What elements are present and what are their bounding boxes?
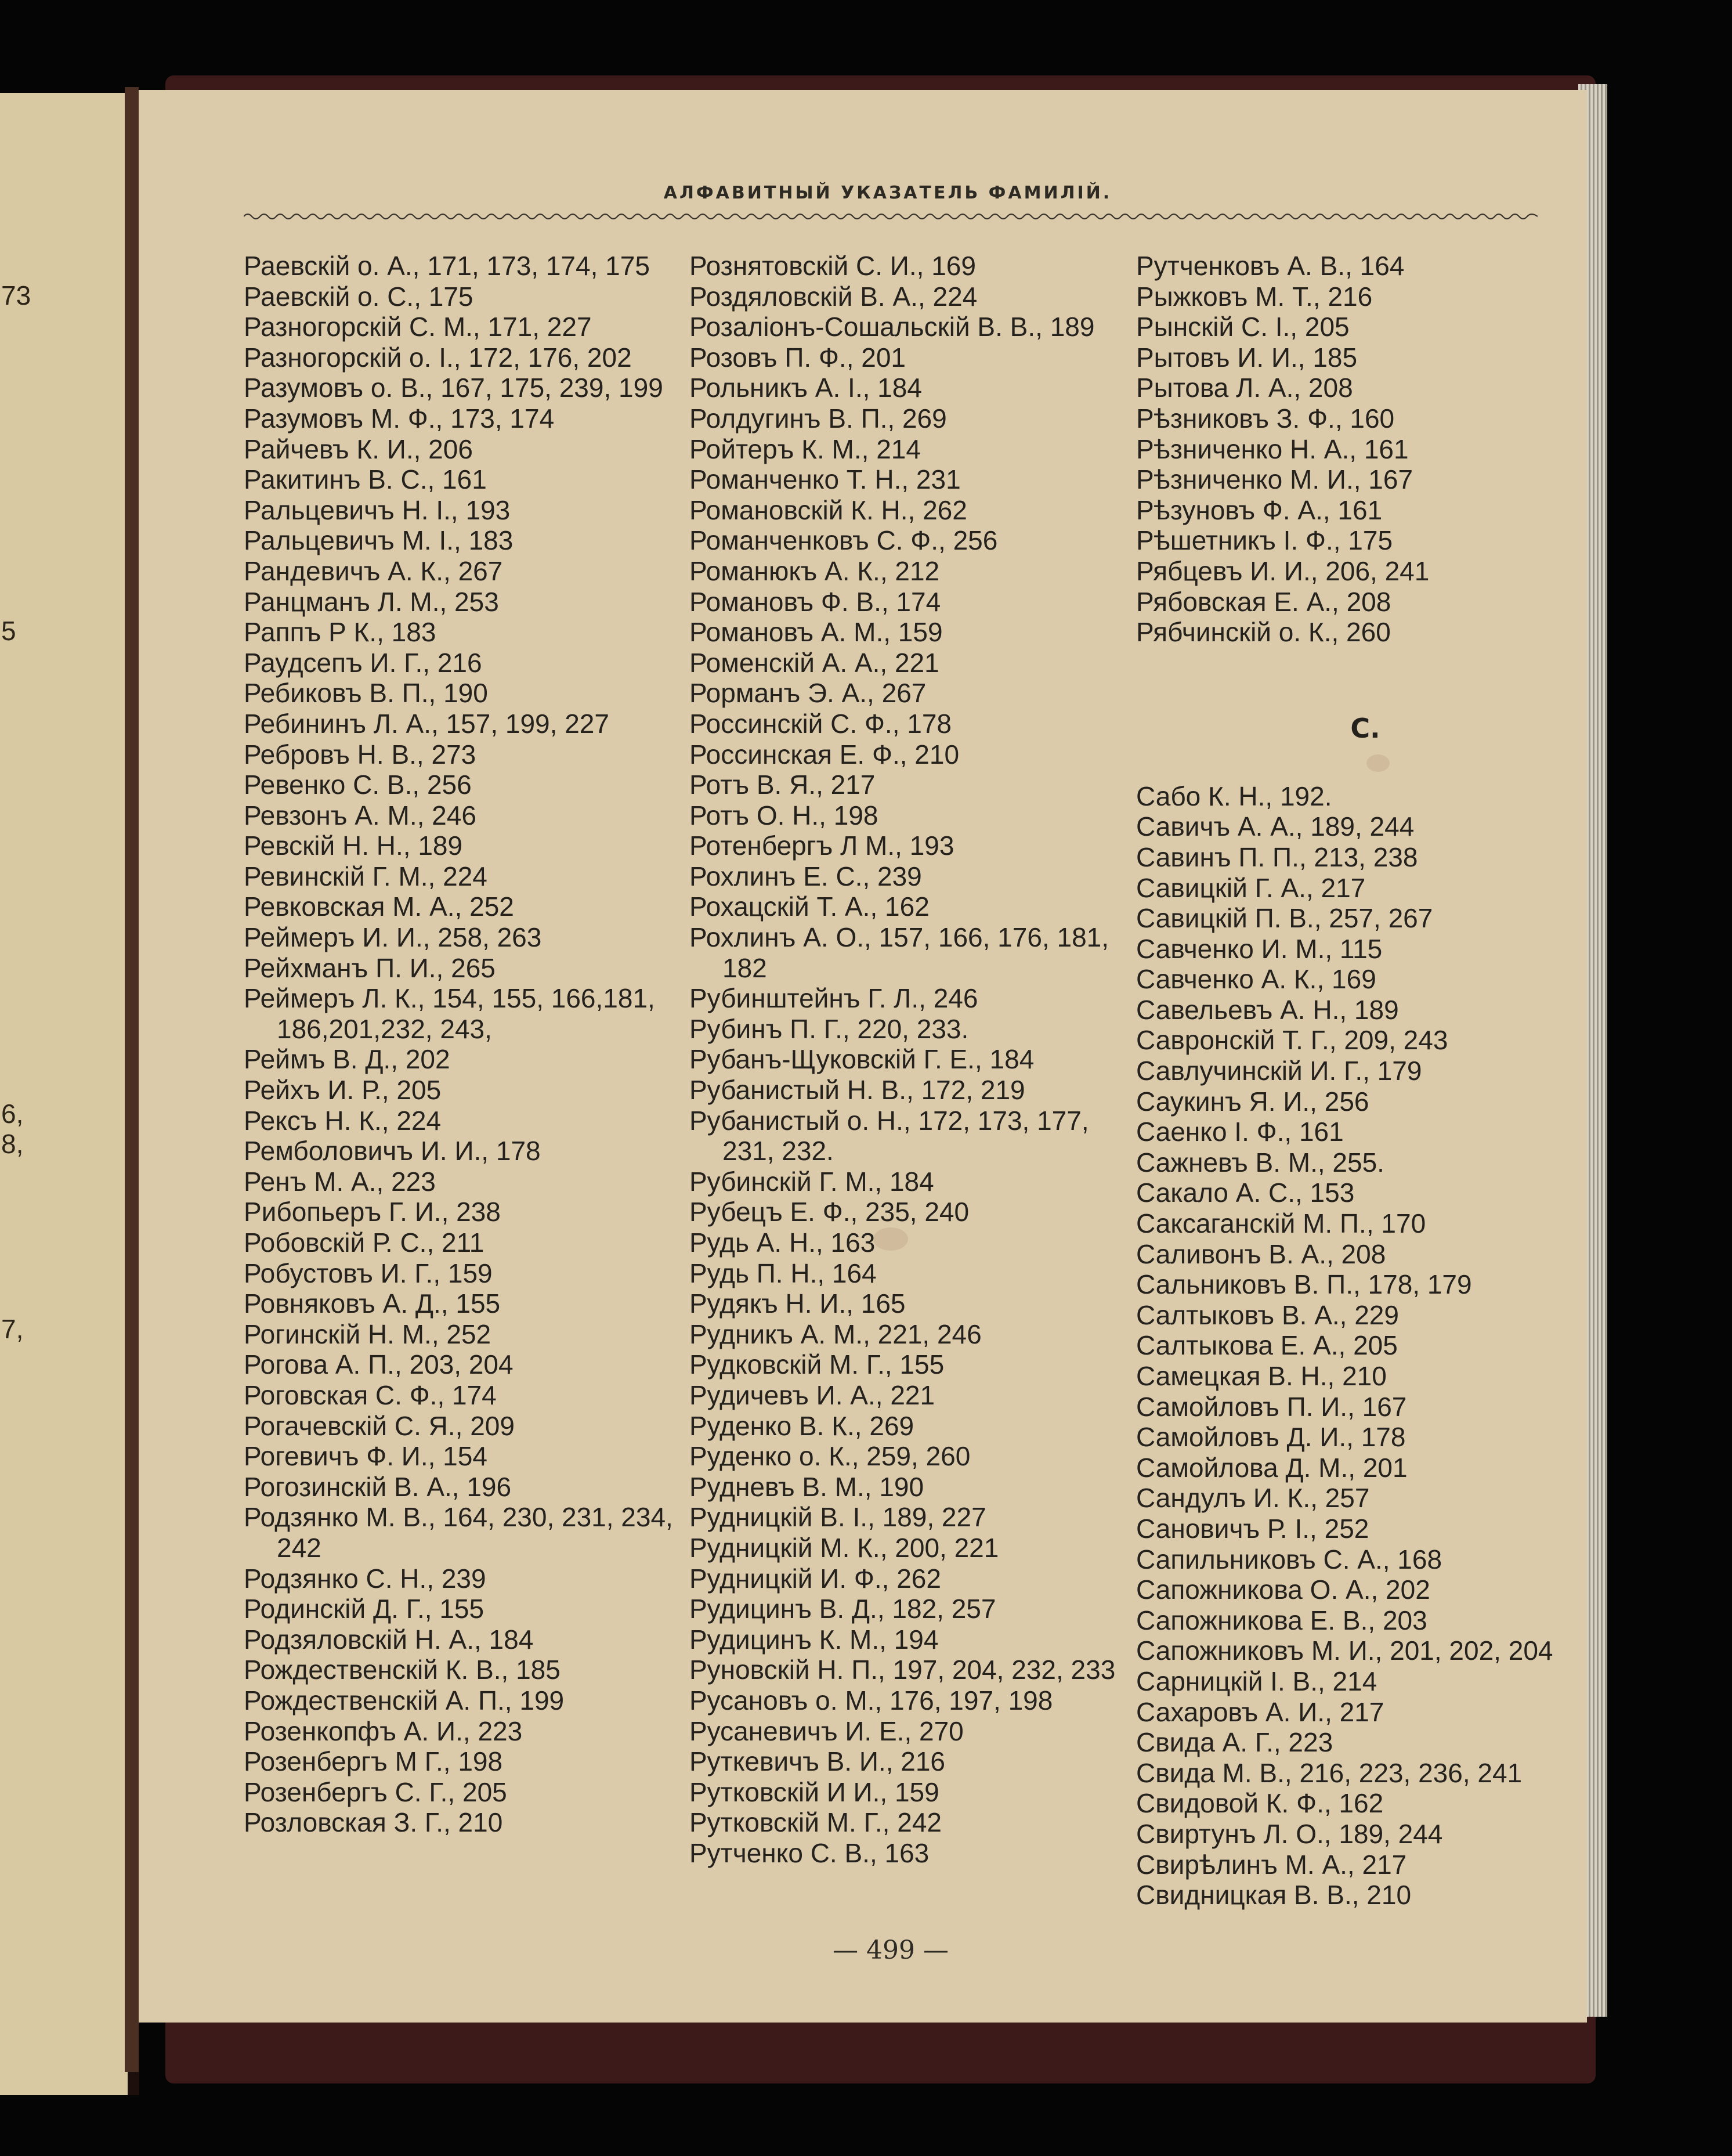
index-entry: Розловская З. Г., 210 xyxy=(244,1807,503,1838)
index-entry: Розенкопфъ А. И., 223 xyxy=(244,1716,523,1746)
index-entry: Рейхъ И. Р., 205 xyxy=(244,1075,442,1106)
index-entry: Рубанъ-Щуковскій Г. Е., 184 xyxy=(689,1044,1035,1075)
index-entry: Савченко И. М., 115 xyxy=(1136,933,1383,964)
index-entry: Рутковскій И И., 159 xyxy=(689,1776,939,1807)
index-entry: Савинъ П. П., 213, 238 xyxy=(1136,842,1418,872)
index-entry: Романюкъ А. К., 212 xyxy=(689,555,940,586)
index-entry: Свида М. В., 216, 223, 236, 241 xyxy=(1136,1757,1523,1788)
index-entry: Сарницкій I. В., 214 xyxy=(1136,1666,1377,1696)
index-entry: Рогова А. П., 203, 204 xyxy=(244,1349,514,1380)
index-entry: Ревковская М. А., 252 xyxy=(244,891,514,922)
index-entry: Савичъ А. А., 189, 244 xyxy=(1136,811,1415,842)
page-binding xyxy=(125,87,139,2072)
index-entry: Ребиковъ В. П., 190 xyxy=(244,678,488,709)
index-entry: Рѣзниченко Н. А., 161 xyxy=(1136,434,1409,464)
index-entry: Ревскій Н. Н., 189 xyxy=(244,830,463,861)
index-entry: Рудякъ Н. И., 165 xyxy=(689,1288,906,1319)
index-entry: Роздяловскій В. А., 224 xyxy=(689,281,978,312)
index-entry: Робустовъ И. Г., 159 xyxy=(244,1258,493,1288)
index-entry: Романченковъ С. Ф., 256 xyxy=(689,525,998,556)
index-entry: Рохлинъ А. О., 157, 166, 176, 181, 182 xyxy=(689,922,1109,983)
index-entry: Родзянко С. Н., 239 xyxy=(244,1563,486,1594)
index-entry: Рѣшетникъ I. Ф., 175 xyxy=(1136,525,1393,556)
index-entry: Руденко о. К., 259, 260 xyxy=(689,1441,971,1472)
index-entry: Россинская Е. Ф., 210 xyxy=(689,739,960,770)
index-entry: Рябовская Е. А., 208 xyxy=(1136,586,1391,617)
index-column-2 xyxy=(689,251,1148,1868)
index-entry: Русаневичъ И. Е., 270 xyxy=(689,1716,964,1746)
prev-page-fragment: 5 xyxy=(1,616,16,646)
index-entry: Рознятовскій С. И., 169 xyxy=(689,251,976,281)
index-entry: Самойлова Д. М., 201 xyxy=(1136,1452,1408,1483)
index-entry: Розенбергъ М Г., 198 xyxy=(244,1746,503,1777)
index-entry: Саукинъ Я. И., 256 xyxy=(1136,1086,1369,1117)
index-entry: Руновскій Н. П., 197, 204, 232, 233 xyxy=(689,1655,1116,1685)
index-entry: Реймъ В. Д., 202 xyxy=(244,1044,450,1075)
index-entry: Свирѣлинъ М. А., 217 xyxy=(1136,1849,1407,1880)
section-letter: С. xyxy=(1350,712,1380,744)
index-entry: Сабо К. Н., 192. xyxy=(1136,781,1332,811)
index-entry: Свиртунъ Л. О., 189, 244 xyxy=(1136,1818,1443,1849)
index-entry: Ревзонъ А. М., 246 xyxy=(244,800,476,830)
index-entry: Родинскій Д. Г., 155 xyxy=(244,1594,484,1624)
index-entry: Ребровъ Н. В., 273 xyxy=(244,739,476,770)
index-entry: Рудковскій М. Г., 155 xyxy=(689,1349,945,1380)
index-entry: Родзянко М. В., 164, 230, 231, 234, 242 xyxy=(244,1502,673,1563)
index-entry: Рибопьеръ Г. И., 238 xyxy=(244,1197,501,1227)
index-entry: Робовскій Р. С., 211 xyxy=(244,1227,484,1258)
index-entry: Рогевичъ Ф. И., 154 xyxy=(244,1441,487,1472)
index-entry: Сановичъ Р. I., 252 xyxy=(1136,1513,1369,1544)
index-entry: Рольникъ А. I., 184 xyxy=(689,373,922,403)
index-entry: Рубинскій Г. М., 184 xyxy=(689,1166,934,1197)
index-entry: Салтыкова Е. А., 205 xyxy=(1136,1330,1398,1361)
index-entry: Сапожникова О. А., 202 xyxy=(1136,1574,1430,1605)
index-entry: Разногорскій С. М., 171, 227 xyxy=(244,312,592,342)
index-entry: Рытова Л. А., 208 xyxy=(1136,373,1353,403)
index-entry: Разумовъ М. Ф., 173, 174 xyxy=(244,403,555,434)
index-entry: Ребининъ Л. А., 157, 199, 227 xyxy=(244,708,609,739)
index-entry: Свидницкая В. В., 210 xyxy=(1136,1880,1412,1911)
index-entry: Рябчинскій о. К., 260 xyxy=(1136,617,1391,648)
index-entry: Ренъ М. А., 223 xyxy=(244,1166,436,1197)
index-entry: Свида А. Г., 223 xyxy=(1136,1727,1333,1758)
index-entry: Рождественскій К. В., 185 xyxy=(244,1655,561,1685)
index-entry: Рогинскій Н. М., 252 xyxy=(244,1319,491,1349)
index-entry: Реймеръ И. И., 258, 263 xyxy=(244,922,542,953)
index-entry: Рѣзуновъ Ф. А., 161 xyxy=(1136,494,1383,525)
index-entry: Ральцевичъ Н. I., 193 xyxy=(244,494,511,525)
index-entry: Рутченковъ А. В., 164 xyxy=(1136,251,1405,281)
index-entry: Рудницкій В. I., 189, 227 xyxy=(689,1502,986,1533)
index-entry: Сажневъ В. М., 255. xyxy=(1136,1147,1384,1178)
index-entry: Ровняковъ А. Д., 155 xyxy=(244,1288,501,1319)
index-entry: Раудсепъ И. Г., 216 xyxy=(244,647,482,678)
index-entry: Россинскій С. Ф., 178 xyxy=(689,708,952,739)
index-entry: Рогачевскій С. Я., 209 xyxy=(244,1410,515,1441)
index-column-3 xyxy=(1136,251,1594,1911)
index-entry: Ремболовичъ И. И., 178 xyxy=(244,1136,541,1167)
index-entry: Романовъ Ф. В., 174 xyxy=(689,586,941,617)
index-entry: Рандевичъ А. К., 267 xyxy=(244,555,503,586)
prev-page-fragment: 6, xyxy=(1,1099,24,1129)
prev-page-fragment: 7, xyxy=(1,1314,24,1344)
index-entry: Савлучинскій И. Г., 179 xyxy=(1136,1056,1422,1086)
index-entry: Рудникъ А. М., 221, 246 xyxy=(689,1319,982,1349)
index-entry: Романченко Т. Н., 231 xyxy=(689,464,961,495)
index-entry: Ральцевичъ М. I., 183 xyxy=(244,525,514,556)
index-entry: Роменскій А. А., 221 xyxy=(689,647,939,678)
index-entry: Розовъ П. Ф., 201 xyxy=(689,342,906,373)
index-entry: Сапильниковъ С. А., 168 xyxy=(1136,1544,1442,1574)
prev-page-fragment: 8, xyxy=(1,1129,24,1159)
index-entry: Рудь П. Н., 164 xyxy=(689,1258,877,1288)
index-entry: Сахаровъ А. И., 217 xyxy=(1136,1696,1384,1727)
index-entry: Рексъ Н. К., 224 xyxy=(244,1105,442,1136)
index-entry: Ревенко С. В., 256 xyxy=(244,770,472,800)
index-entry: Руткевичъ В. И., 216 xyxy=(689,1746,945,1777)
index-entry: Рохацскій Т. А., 162 xyxy=(689,891,930,922)
index-entry: Самойловъ Д. И., 178 xyxy=(1136,1422,1406,1453)
index-entry: Рубинштейнъ Г. Л., 246 xyxy=(689,983,978,1014)
index-entry: Рынскій С. I., 205 xyxy=(1136,312,1350,342)
index-entry: Раевскій о. С., 175 xyxy=(244,281,473,312)
prev-page-fragment: 73 xyxy=(1,280,31,310)
index-entry: Сальниковъ В. П., 178, 179 xyxy=(1136,1269,1472,1300)
index-entry: Саксаганскій М. П., 170 xyxy=(1136,1208,1426,1239)
index-entry: Рождественскій А. П., 199 xyxy=(244,1685,565,1716)
index-entry: Родзяловскій Н. А., 184 xyxy=(244,1624,534,1655)
index-entry: Сапожникова Е. В., 203 xyxy=(1136,1605,1427,1635)
page-number: — 499 — xyxy=(833,1935,949,1965)
index-entry: Ройтеръ К. М., 214 xyxy=(689,434,921,464)
index-entry: Рорманъ Э. А., 267 xyxy=(689,678,927,709)
index-entry: Ревинскій Г. М., 224 xyxy=(244,861,487,891)
index-entry: Русановъ о. М., 176, 197, 198 xyxy=(689,1685,1053,1716)
index-entry: Рудичевъ И. А., 221 xyxy=(689,1379,935,1410)
index-entry: Рытовъ И. И., 185 xyxy=(1136,342,1358,373)
index-entry: Раппъ Р К., 183 xyxy=(244,617,436,648)
index-entry: Рябцевъ И. И., 206, 241 xyxy=(1136,555,1430,586)
index-entry: Савицкій Г. А., 217 xyxy=(1136,872,1366,903)
index-entry: Рутковскій М. Г., 242 xyxy=(689,1807,942,1838)
index-entry: Рубанистый о. Н., 172, 173, 177, 231, 232. xyxy=(689,1105,1089,1167)
index-entry: Рудь А. Н., 163 xyxy=(689,1227,876,1258)
index-entry: Разногорскій о. I., 172, 176, 202 xyxy=(244,342,632,373)
index-entry: Савельевъ А. Н., 189 xyxy=(1136,994,1399,1025)
index-entry: Сакало А. С., 153 xyxy=(1136,1178,1355,1208)
index-entry: Рохлинъ Е. С., 239 xyxy=(689,861,922,891)
index-entry: Рудницкій М. К., 200, 221 xyxy=(689,1532,999,1563)
index-entry: Рыжковъ М. Т., 216 xyxy=(1136,281,1373,312)
index-entry: Райчевъ К. И., 206 xyxy=(244,434,473,464)
index-entry: Рейхманъ П. И., 265 xyxy=(244,952,496,983)
index-entry: Салтыковъ В. А., 229 xyxy=(1136,1299,1399,1330)
index-entry: Рубинъ П. Г., 220, 233. xyxy=(689,1013,969,1044)
index-entry: Саенко I. Ф., 161 xyxy=(1136,1117,1344,1147)
index-entry: Романовскій К. Н., 262 xyxy=(689,494,967,525)
index-entry: Ролдугинъ В. П., 269 xyxy=(689,403,947,434)
index-entry: Разумовъ о. В., 167, 175, 239, 199 xyxy=(244,373,663,403)
index-entry: Ракитинъ В. С., 161 xyxy=(244,464,487,495)
index-entry: Руденко В. К., 269 xyxy=(689,1410,914,1441)
index-entry: Раевскій о. А., 171, 173, 174, 175 xyxy=(244,251,650,281)
index-entry: Сапожниковъ М. И., 201, 202, 204 xyxy=(1136,1635,1553,1666)
index-entry: Рутченко С. В., 163 xyxy=(689,1837,930,1868)
page-header: АЛФАВИТНЫЙ УКАЗАТЕЛЬ ФАМИЛІЙ. xyxy=(663,183,1112,203)
index-entry: Саливонъ В. А., 208 xyxy=(1136,1238,1386,1269)
index-entry: Рѣзниченко М. И., 167 xyxy=(1136,464,1413,495)
index-entry: Рудицинъ К. М., 194 xyxy=(689,1624,939,1655)
index-entry: Розаліонъ-Сошальскій В. В., 189 xyxy=(689,312,1095,342)
index-entry: Сандулъ И. К., 257 xyxy=(1136,1483,1370,1514)
index-entry: Ротъ В. Я., 217 xyxy=(689,770,876,800)
index-entry: Самецкая В. Н., 210 xyxy=(1136,1361,1387,1391)
index-entry: Рудицинъ В. Д., 182, 257 xyxy=(689,1594,996,1624)
index-entry: Савронскій Т. Г., 209, 243 xyxy=(1136,1025,1448,1056)
index-entry: Савченко А. К., 169 xyxy=(1136,964,1376,995)
decorative-wavy-rule xyxy=(244,209,1538,224)
index-entry: Савицкій П. В., 257, 267 xyxy=(1136,903,1433,934)
index-entry: Реймеръ Л. К., 154, 155, 166,181, 186,201,232, 243, xyxy=(244,983,655,1044)
index-entry: Роговская С. Ф., 174 xyxy=(244,1379,497,1410)
previous-page xyxy=(0,93,139,2095)
index-entry: Ротенбергъ Л М., 193 xyxy=(689,830,954,861)
index-entry: Самойловъ П. И., 167 xyxy=(1136,1391,1407,1422)
index-column-1 xyxy=(244,251,702,1838)
index-entry: Рудневъ В. М., 190 xyxy=(689,1471,924,1502)
index-entry: Рудницкій И. Ф., 262 xyxy=(689,1563,941,1594)
index-entry: Ранцманъ Л. М., 253 xyxy=(244,586,499,617)
index-entry: Рубанистый Н. В., 172, 219 xyxy=(689,1075,1025,1106)
index-entry: Рогозинскій В. А., 196 xyxy=(244,1471,512,1502)
index-entry: Рубецъ Е. Ф., 235, 240 xyxy=(689,1197,970,1227)
index-entry: Свидовой К. Ф., 162 xyxy=(1136,1788,1384,1819)
index-entry: Ротъ О. Н., 198 xyxy=(689,800,878,830)
index-entry: Рѣзниковъ З. Ф., 160 xyxy=(1136,403,1395,434)
index-entry: Розенбергъ С. Г., 205 xyxy=(244,1776,507,1807)
index-entry: Романовъ А. М., 159 xyxy=(689,617,943,648)
